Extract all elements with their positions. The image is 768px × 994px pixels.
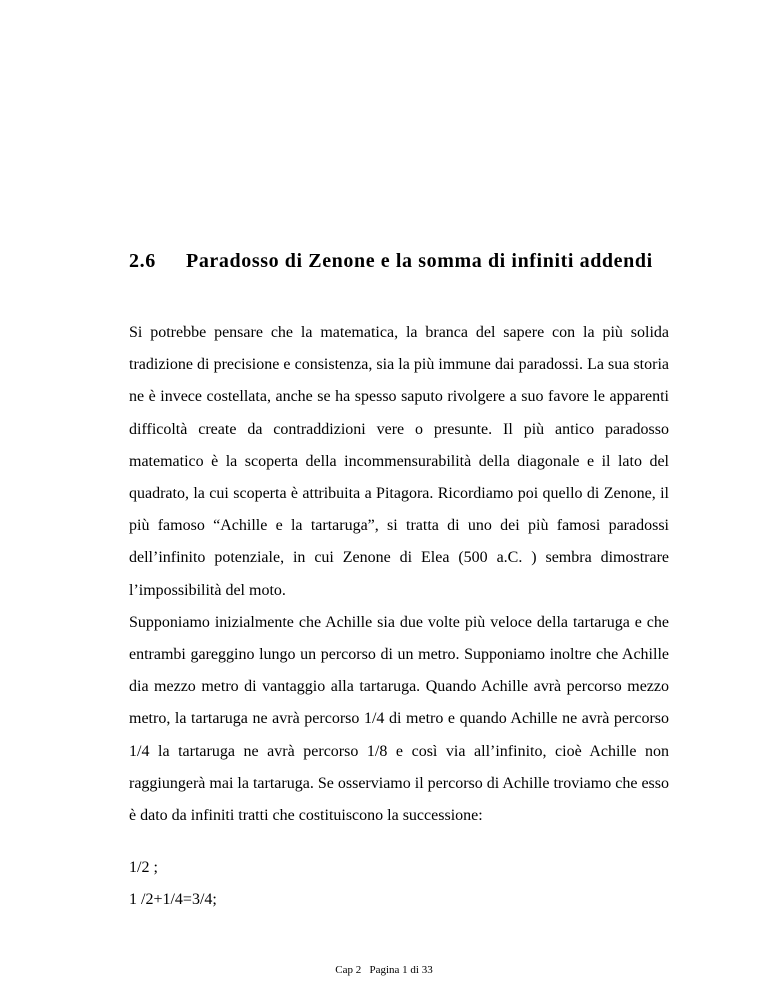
sequence-list <box>129 852 217 916</box>
footer-chapter: Cap 2 <box>335 964 362 976</box>
page-footer <box>0 964 768 976</box>
body-text <box>129 317 669 832</box>
paragraph-achilles: Supponiamo inizialmente che Achille sia due volte più veloce della tartaruga e che entrambi gareggino lungo un percorso di un metro. Supponiamo inoltre che Achille dia mezzo metro di vantaggio alla tartaruga. Quando Achille avrà percorso mezzo metro, la tartaruga ne avrà percorso 1/4 di metro e quando Achille ne avrà percorso 1/4 la tartaruga ne avrà percorso 1/8 e così via all’infinito, cioè Achille non raggiungerà mai la tartaruga. Se osserviamo il percorso di Achille troviamo che esso è dato da infiniti tratti che costituiscono la successione: <box>129 613 669 825</box>
footer-page-number: Pagina 1 di 33 <box>369 964 433 976</box>
sequence-item: 1 /2+1/4=3/4; <box>129 891 217 908</box>
sequence-item: 1/2 ; <box>129 859 158 876</box>
section-title: Paradosso di Zenone e la somma di infiniti addendi <box>186 250 653 272</box>
section-number: 2.6 <box>129 250 156 272</box>
paragraph-intro: Si potrebbe pensare che la matematica, la branca del sapere con la più solida tradizione di precisione e consistenza, sia la più immune dai paradossi. La sua storia ne è invece costellata, anche se ha spesso saputo rivolgere a suo favore le apparenti difficoltà create da contraddizioni vere o presunte. Il più antico paradosso matematico è la scoperta della incommensurabilità della diagonale e il lato del quadrato, la cui scoperta è attribuita a Pitagora. Ricordiamo poi quello di Zenone, il più famoso “Achille e la tartaruga”, si tratta di uno dei più famosi paradossi dell’infinito potenziale, in cui Zenone di Elea (500 a.C. ) sembra dimostrare l’impossibilità del moto. <box>129 324 669 599</box>
section-heading <box>129 240 669 282</box>
